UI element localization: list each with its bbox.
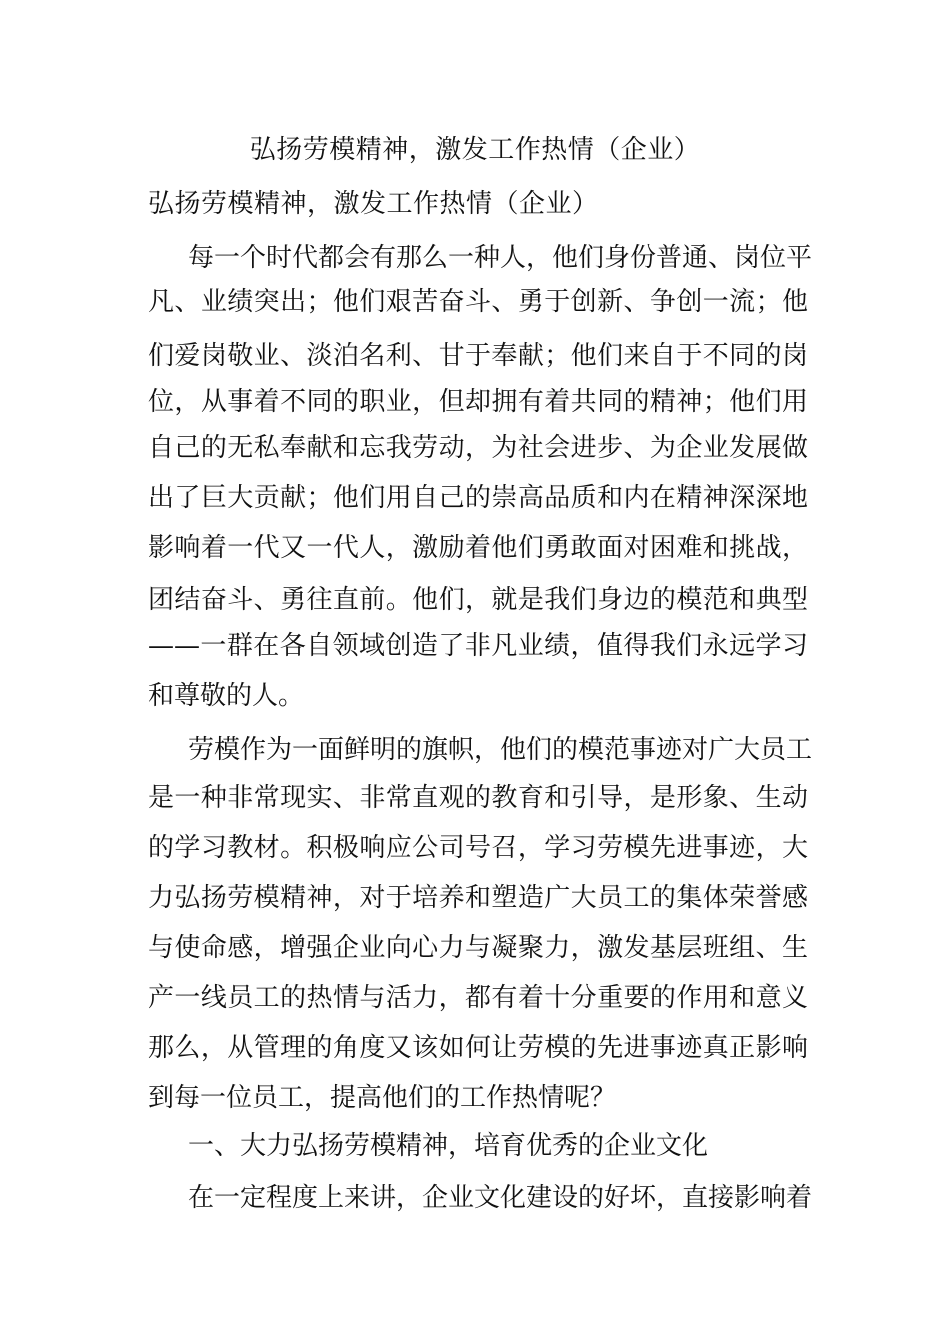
paragraph-2-line: 那么，从管理的角度又该如何让劳模的先进事迹真正影响 bbox=[148, 1033, 808, 1063]
paragraph-2-line: 是一种非常现实、非常直观的教育和引导，是形象、生动 bbox=[148, 783, 808, 813]
paragraph-2-line: 的学习教材。积极响应公司号召，学习劳模先进事迹，大 bbox=[148, 833, 808, 863]
paragraph-2-line: 力弘扬劳模精神，对于培养和塑造广大员工的集体荣誉感 bbox=[148, 883, 808, 913]
section-heading: 一、大力弘扬劳模精神，培育优秀的企业文化 bbox=[188, 1131, 709, 1161]
paragraph-2-line: 与使命感，增强企业向心力与凝聚力，激发基层班组、生 bbox=[148, 933, 808, 963]
document-subtitle: 弘扬劳模精神，激发工作热情（企业） bbox=[148, 189, 599, 219]
document-title: 弘扬劳模精神，激发工作热情（企业） bbox=[249, 135, 701, 165]
paragraph-1-line: 们爱岗敬业、淡泊名利、甘于奉献；他们来自于不同的岗 bbox=[148, 341, 808, 371]
paragraph-1-line: 每一个时代都会有那么一种人，他们身份普通、岗位平 bbox=[188, 243, 813, 273]
paragraph-1-line: 自己的无私奉献和忘我劳动，为社会进步、为企业发展做 bbox=[148, 433, 808, 463]
paragraph-1-line: ——一群在各自领域创造了非凡业绩，值得我们永远学习 bbox=[148, 631, 808, 661]
paragraph-1-line: 影响着一代又一代人，激励着他们勇敢面对困难和挑战， bbox=[148, 533, 808, 563]
paragraph-1-line: 出了巨大贡献；他们用自己的崇高品质和内在精神深深地 bbox=[148, 483, 808, 513]
paragraph-1-line: 凡、业绩突出；他们艰苦奋斗、勇于创新、争创一流；他 bbox=[148, 287, 808, 317]
paragraph-2-line: 到每一位员工，提高他们的工作热情呢？ bbox=[148, 1083, 617, 1113]
paragraph-2-line: 产一线员工的热情与活力，都有着十分重要的作用和意义 bbox=[148, 983, 808, 1013]
paragraph-1-line: 团结奋斗、勇往直前。他们，就是我们身边的模范和典型 bbox=[148, 585, 808, 615]
paragraph-1-line: 和尊敬的人。 bbox=[148, 681, 305, 711]
paragraph-3-line: 在一定程度上来讲，企业文化建设的好坏，直接影响着 bbox=[188, 1183, 813, 1213]
paragraph-1-line: 位，从事着不同的职业，但却拥有着共同的精神；他们用 bbox=[148, 387, 808, 417]
paragraph-2-line: 劳模作为一面鲜明的旗帜，他们的模范事迹对广大员工 bbox=[188, 735, 813, 765]
